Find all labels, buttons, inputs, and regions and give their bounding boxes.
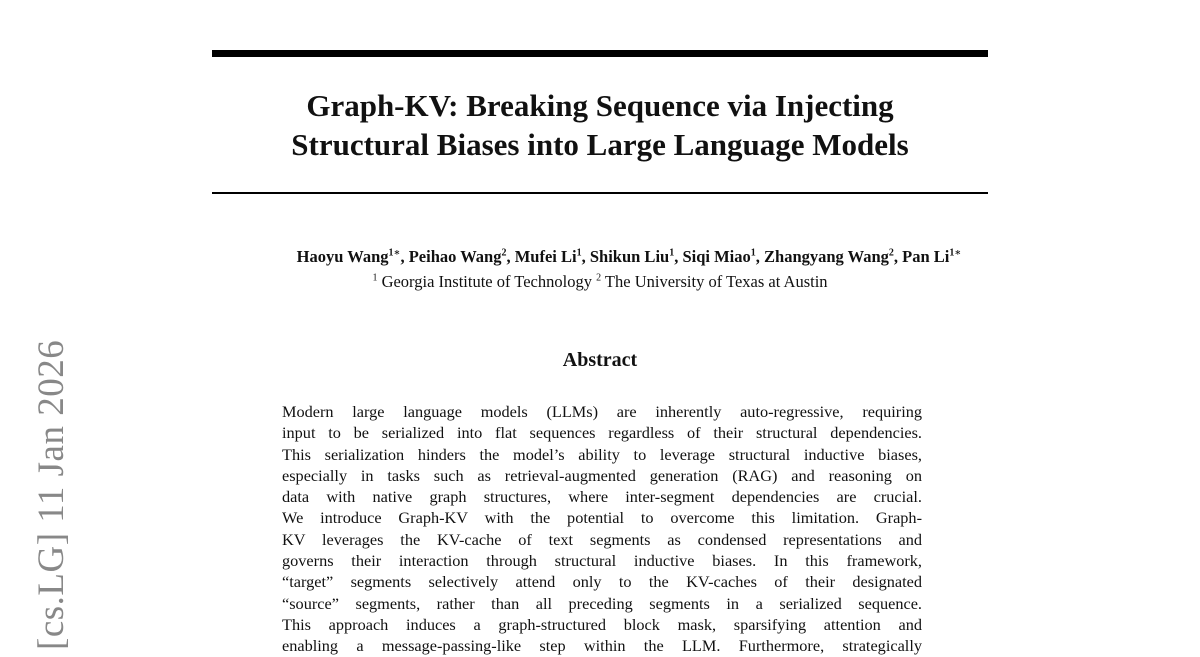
abstract-line: This serialization hinders the model’s ability to leverage structural inductive biases,	[282, 444, 922, 464]
author-separator: ,	[893, 247, 903, 266]
author-name: Zhangyang Wang	[764, 247, 889, 266]
author-name: Shikun Liu	[589, 247, 670, 266]
author-affil-mark: 1	[669, 247, 675, 259]
abstract-line: especially in tasks such as retrieval-augmented generation (RAG) and reasoning on	[282, 465, 922, 485]
author-affil-mark: 1	[576, 247, 582, 259]
affiliation-name: Georgia Institute of Technology	[377, 272, 597, 291]
abstract-line: This approach induces a graph-structured block mask, sparsifying attention and	[282, 614, 922, 634]
author-separator: ,	[674, 247, 683, 266]
author-affil-mark: 2	[888, 247, 894, 259]
abstract-line: Modern large language models (LLMs) are inherently auto-regressive, requiring	[282, 402, 922, 421]
author-name: Mufei Li	[514, 247, 577, 266]
author-name: Pan Li	[902, 247, 950, 266]
arxiv-stamp: [cs.LG] 11 Jan 2026	[31, 339, 72, 650]
affiliation-mark: 2	[596, 272, 602, 284]
author-separator: ,	[581, 247, 590, 266]
author-affil-mark: 1∗	[388, 247, 401, 259]
paper-title	[212, 86, 988, 164]
author-name: Haoyu Wang	[296, 247, 389, 266]
author-separator: ,	[400, 247, 409, 266]
author-separator: ,	[755, 247, 765, 266]
abstract-line: We introduce Graph-KV with the potential to overcome this limitation. Graph-	[282, 508, 922, 528]
abstract-line: “source” segments, rather than all preceding segments in a serialized sequence.	[282, 593, 922, 613]
author-affil-mark: 1∗	[949, 247, 962, 259]
abstract-line: data with native graph structures, where inter-segment dependencies are crucial.	[282, 487, 922, 507]
title-line-1: Graph-KV: Breaking Sequence via Injecting	[306, 88, 894, 123]
author-name: Siqi Miao	[682, 247, 751, 266]
author-separator: ,	[506, 247, 515, 266]
abstract-line: governs their interaction through structural inductive biases. In this framework,	[282, 551, 922, 571]
title-top-rule	[212, 50, 988, 57]
abstract-body	[282, 401, 922, 657]
abstract-line: KV leverages the KV-cache of text segments as condensed representations and	[282, 529, 922, 549]
affiliation-name: The University of Texas at Austin	[601, 272, 828, 291]
abstract-line: “target” segments selectively attend only to the KV-caches of their designated	[282, 572, 922, 592]
affiliations	[0, 272, 1200, 292]
author-list	[0, 247, 1200, 267]
affiliation-mark: 1	[372, 272, 378, 284]
title-line-2: Structural Biases into Large Language Models	[291, 127, 909, 162]
author-name: Peihao Wang	[408, 247, 502, 266]
author-affil-mark: 2	[501, 247, 507, 259]
author-affil-mark: 1	[750, 247, 756, 259]
abstract-line: input to be serialized into flat sequences regardless of their structural dependencies.	[282, 423, 922, 443]
abstract-heading: Abstract	[562, 349, 638, 371]
title-bottom-rule	[212, 192, 988, 194]
abstract-line: enabling a message-passing-like step within the LLM. Furthermore, strategically	[282, 636, 922, 656]
